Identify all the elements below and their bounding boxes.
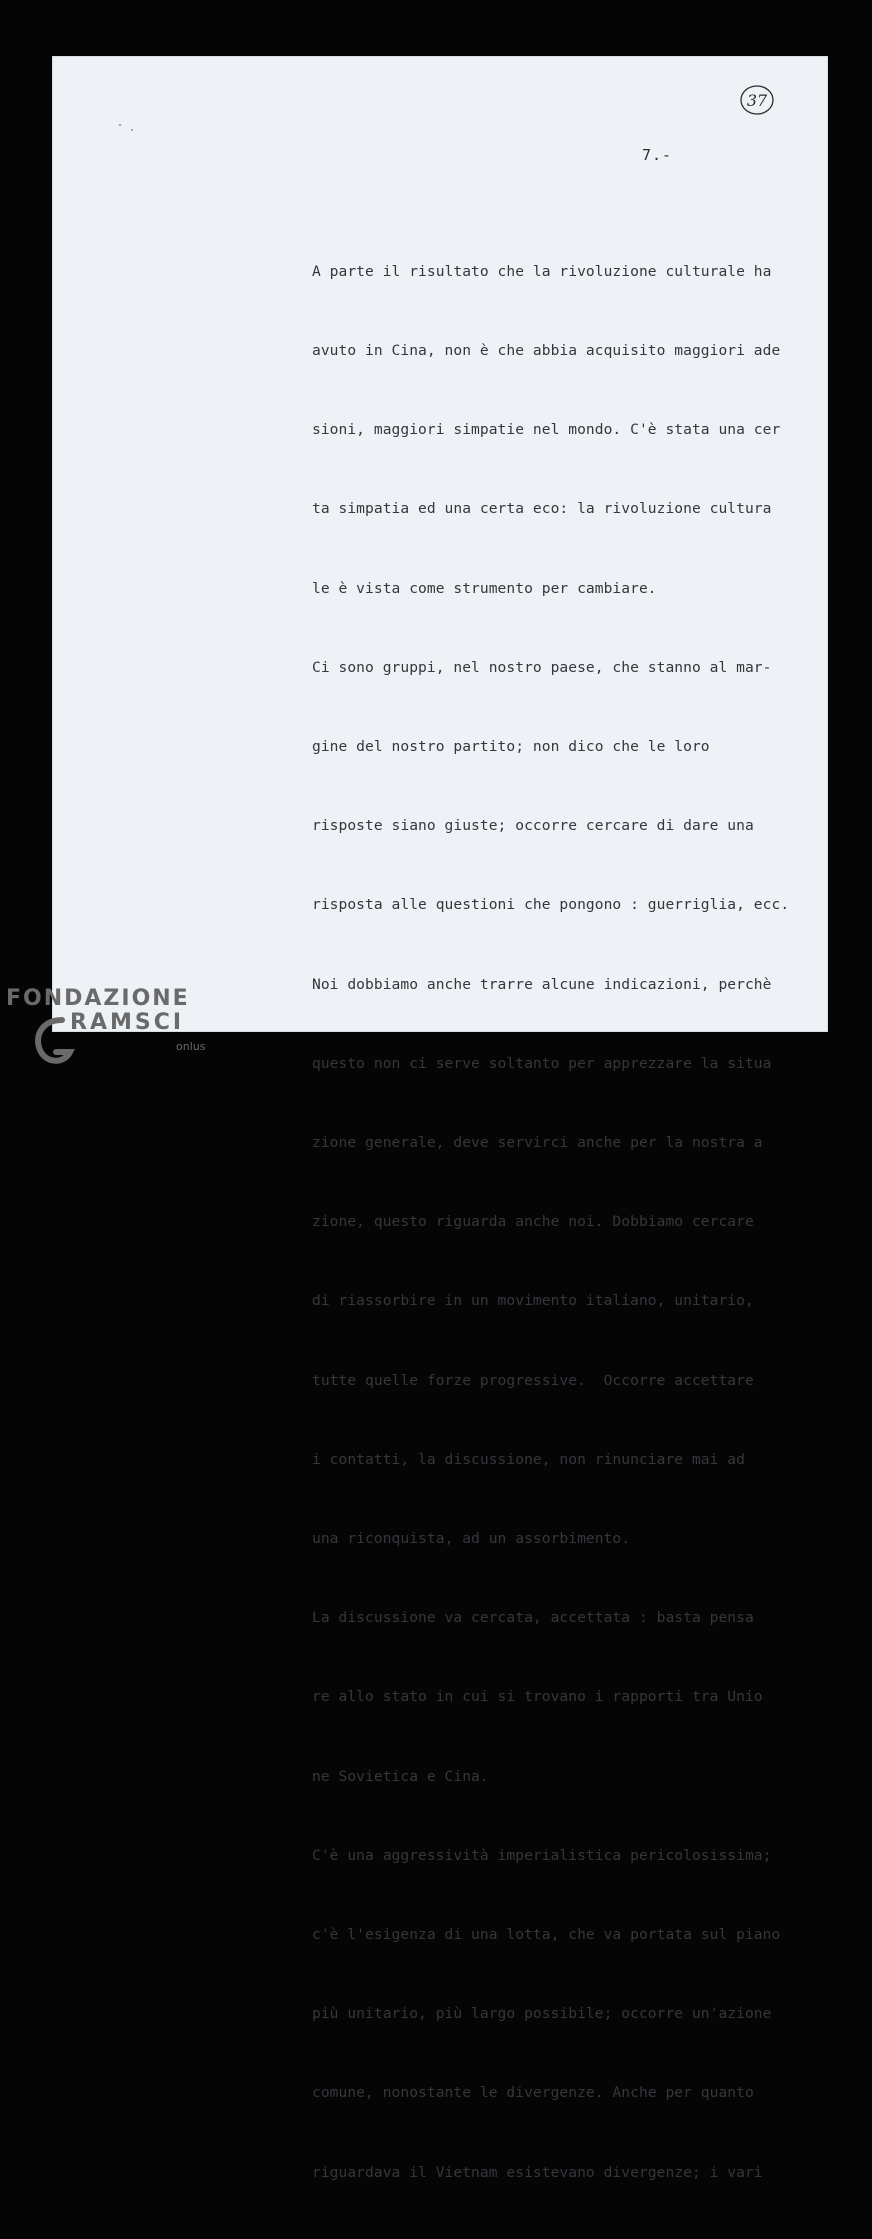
archive-number-stamp	[739, 84, 775, 116]
dust-speck	[119, 124, 121, 126]
text-line: La discussione va cercata, accettata : basta pensa	[312, 1609, 754, 1627]
text-line: C'è una aggressività imperialistica pericolosissima;	[312, 1846, 772, 1864]
text-line: gine del nostro partito; non dico che le loro	[312, 738, 710, 756]
text-line: questo non ci serve soltanto per apprezzare la situa	[312, 1054, 772, 1072]
text-line: zione, questo riguarda anche noi. Dobbiamo cercare	[312, 1213, 754, 1231]
text-line: risposte siano giuste; occorre cercare di dare una	[312, 817, 754, 835]
text-line: c'è l'esigenza di una lotta, che va portata sul piano	[312, 1926, 781, 1944]
typed-text-body	[312, 206, 802, 2239]
text-line: re allo stato in cui si trovano i rapporti tra Unio	[312, 1688, 763, 1706]
text-line: i contatti, la discussione, non rinunciare mai ad	[312, 1450, 745, 1468]
text-line: Ci sono gruppi, nel nostro paese, che stanno al mar-	[312, 658, 772, 676]
text-line: comune, nonostante le divergenze. Anche per quanto	[312, 2084, 754, 2102]
watermark-sub: onlus	[176, 1040, 206, 1053]
text-line: zione generale, deve servirci anche per la nostra a	[312, 1134, 763, 1152]
watermark-line2: RAMSCI	[70, 1010, 185, 1035]
text-line: risposta alle questioni che pongono : guerriglia, ecc.	[312, 896, 790, 914]
text-line: riguardava il Vietnam esistevano divergenze; i vari	[312, 2163, 763, 2181]
text-line: ta simpatia ed una certa eco: la rivoluzione cultura	[312, 500, 772, 518]
text-line: avuto in Cina, non è che abbia acquisito maggiori ade	[312, 342, 781, 360]
watermark-line1: FONDAZIONE	[6, 986, 190, 1011]
archive-number-text: 37	[746, 91, 768, 110]
foundation-watermark-logo	[6, 986, 226, 1076]
text-line: sioni, maggiori simpatie nel mondo. C'è stata una cer	[312, 421, 781, 439]
text-line: più unitario, più largo possibile; occorre un'azione	[312, 2005, 772, 2023]
text-line: ne Sovietica e Cina.	[312, 1767, 489, 1785]
text-line: A parte il risultato che la rivoluzione culturale ha	[312, 262, 772, 280]
text-line: di riassorbire in un movimento italiano, unitario,	[312, 1292, 754, 1310]
text-line: una riconquista, ad un assorbimento.	[312, 1530, 631, 1548]
text-line: tutte quelle forze progressive. Occorre accettare	[312, 1371, 754, 1389]
text-line: Noi dobbiamo anche trarre alcune indicazioni, perchè	[312, 975, 772, 993]
page-number: 7.-	[642, 146, 673, 164]
dust-speck	[131, 129, 133, 131]
text-line: le è vista come strumento per cambiare.	[312, 579, 657, 597]
